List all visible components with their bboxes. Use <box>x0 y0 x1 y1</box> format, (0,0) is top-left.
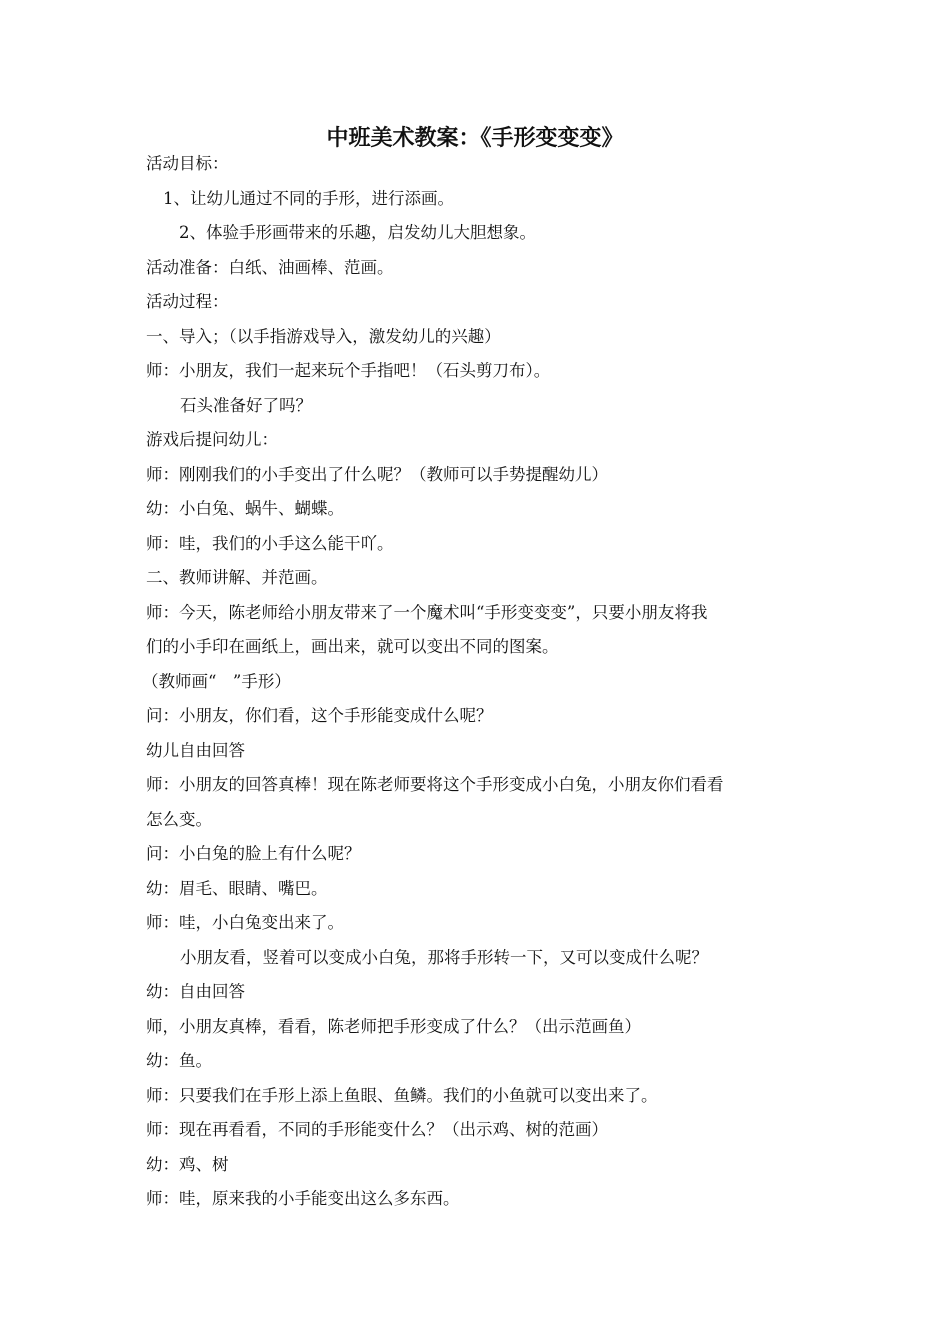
dialogue-line: 师：哇，小白兔变出来了。 <box>146 913 344 932</box>
document-body <box>142 147 816 1217</box>
dialogue-line: 师：小朋友，我们一起来玩个手指吧！（石头剪刀布）。 <box>146 361 551 380</box>
dialogue-line: 师：刚刚我们的小手变出了什么呢？（教师可以手势提醒幼儿） <box>146 464 608 484</box>
step-demo: 二、教师讲解、并范画。 <box>146 568 328 587</box>
section-heading-materials: 活动准备：白纸、油画棒、范画。 <box>146 257 394 277</box>
dialogue-line: 幼：鸡、树 <box>146 1154 229 1174</box>
dialogue-line: 幼：小白兔、蜗牛、蝴蝶。 <box>146 499 344 518</box>
dialogue-line: 师：哇，原来我的小手能变出这么多东西。 <box>146 1189 460 1208</box>
dialogue-line: 师：只要我们在手形上添上鱼眼、鱼鳞。我们的小鱼就可以变出来了。 <box>146 1085 658 1105</box>
dialogue-line: 师，小朋友真棒，看看，陈老师把手形变成了什么？（出示范画鱼） <box>146 1016 641 1036</box>
dialogue-line: 问：小白兔的脸上有什么呢？ <box>146 844 361 863</box>
step-intro: 一、导入；（以手指游戏导入，激发幼儿的兴趣） <box>146 326 501 346</box>
dialogue-line: 怎么变。 <box>146 809 212 829</box>
dialogue-line: 师：小朋友的回答真棒！现在陈老师要将这个手形变成小白兔，小朋友你们看看 <box>146 775 724 794</box>
dialogue-line: 幼：自由回答 <box>146 982 245 1001</box>
dialogue-line: 师：现在再看看，不同的手形能变什么？（出示鸡、树的范画） <box>146 1120 608 1139</box>
dialogue-line: 们的小手印在画纸上，画出来，就可以变出不同的图案。 <box>146 637 559 656</box>
section-heading-process: 活动过程： <box>146 292 229 311</box>
dialogue-line: 幼：鱼。 <box>146 1051 212 1070</box>
dialogue-line: 幼儿自由回答 <box>146 740 245 760</box>
goal-item-1: 1、让幼儿通过不同的手形，进行添画。 <box>163 188 454 208</box>
dialogue-line: 石头准备好了吗？ <box>180 395 312 415</box>
section-heading-goals: 活动目标： <box>146 154 229 173</box>
dialogue-line: 师：今天，陈老师给小朋友带来了一个魔术叫“手形变变变”，只要小朋友将我 <box>146 602 708 622</box>
dialogue-line: 游戏后提问幼儿： <box>146 430 278 449</box>
goal-item-2: 2、体验手形画带来的乐趣，启发幼儿大胆想象。 <box>179 223 536 242</box>
dialogue-line: 问：小朋友，你们看，这个手形能变成什么呢？ <box>146 706 493 725</box>
dialogue-line: 幼：眉毛、眼睛、嘴巴。 <box>146 878 328 898</box>
dialogue-line: 小朋友看，竖着可以变成小白兔，那将手形转一下，又可以变成什么呢？ <box>180 947 708 967</box>
page-title: 中班美术教案：《手形变变变》 <box>326 125 624 151</box>
dialogue-line: 师：哇，我们的小手这么能干吖。 <box>146 533 394 553</box>
dialogue-line: （教师画“ ”手形） <box>142 671 291 691</box>
